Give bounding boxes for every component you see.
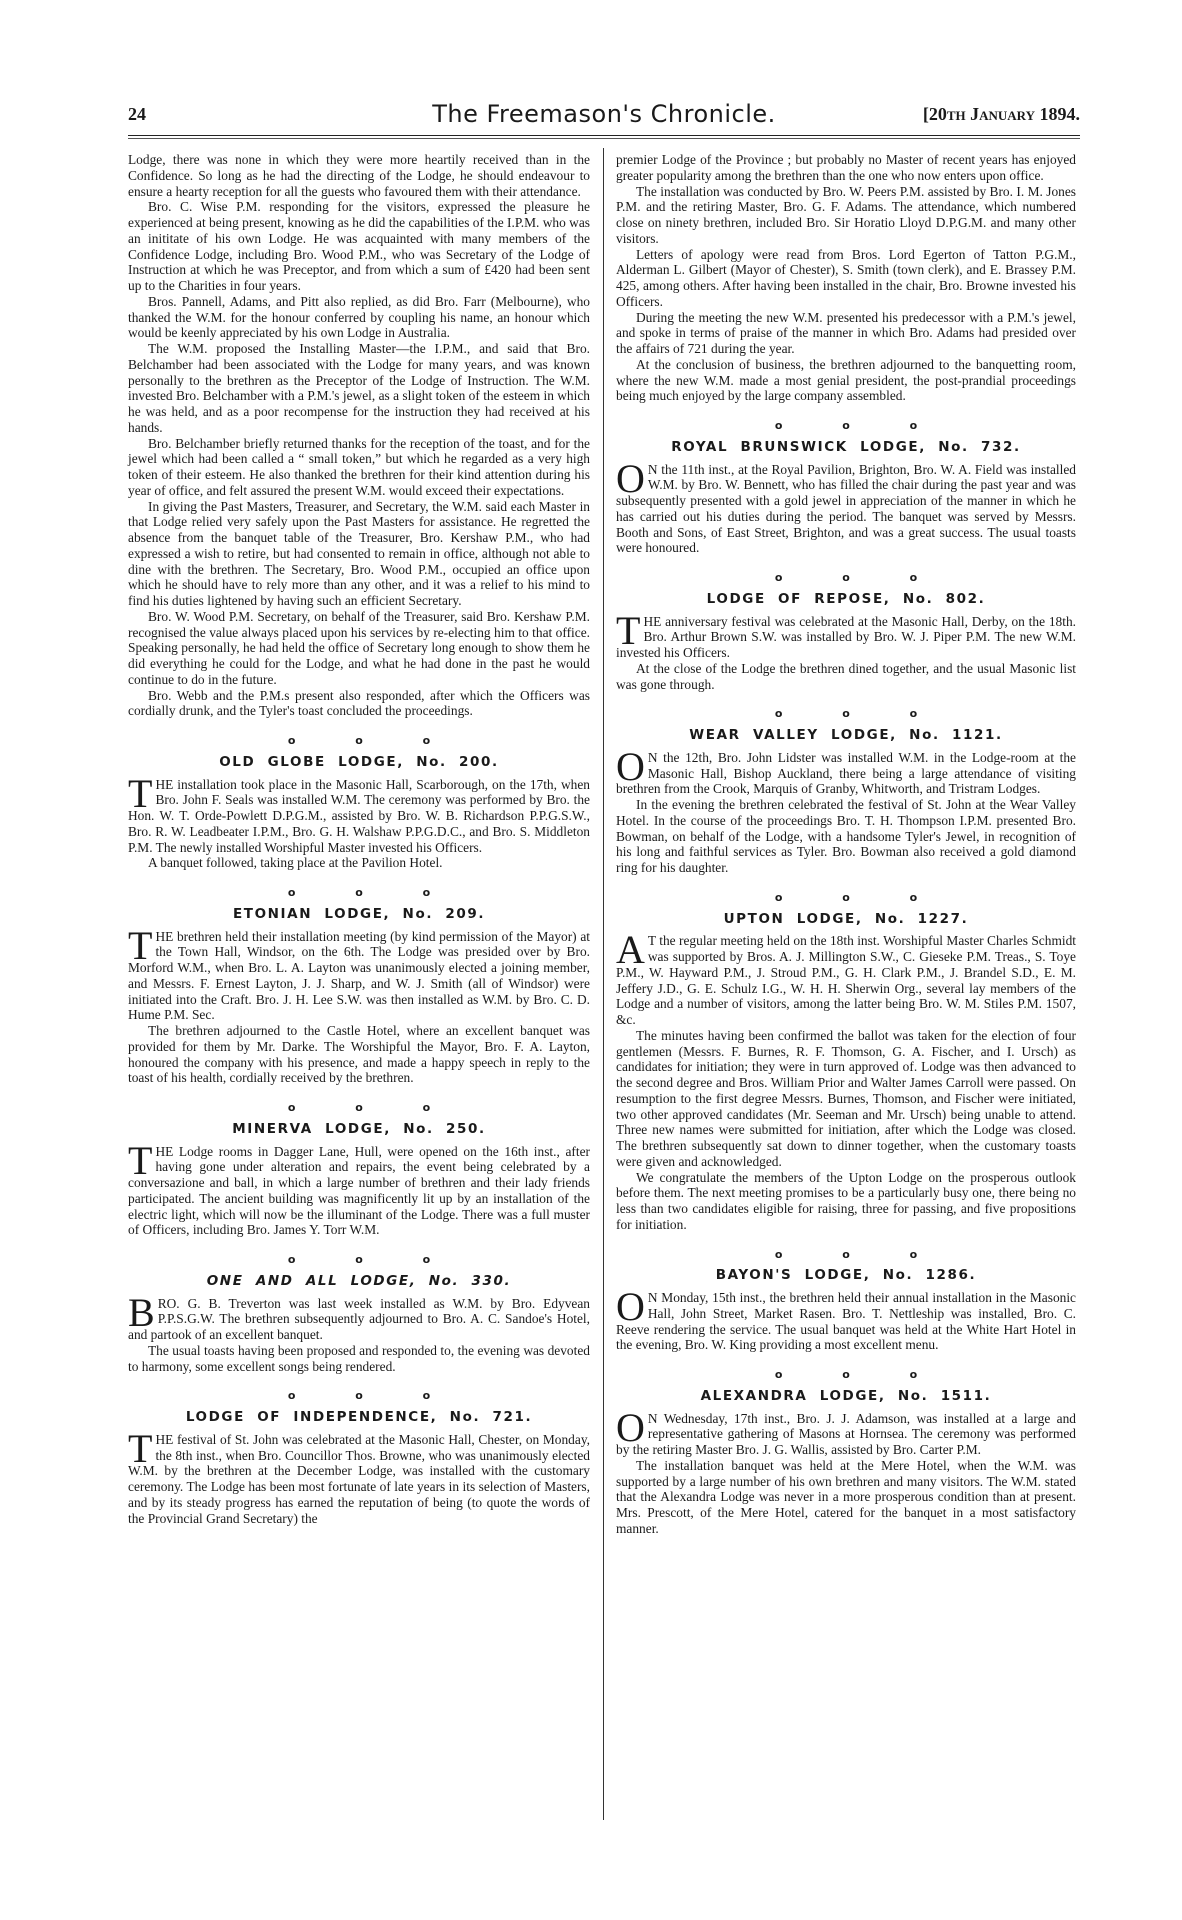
section-separator: o o o	[287, 734, 459, 747]
article-paragraph: Bro. Webb and the P.M.s present also responded, after which the Officers was cordially drunk, and the Tyler's toast concluded the proceedings.	[128, 687, 590, 719]
article-paragraph: Bro. C. Wise P.M. responding for the visitors, expressed the pleasure he experienced at being present, knowing as he did the capabilities of the I.P.M. who was an inititate of his own Lodge. He was acquainted with many members of the Confidence Lodge, including Bro. Wood P.M., who was Secretary of the Lodge of Instruction at which he was Preceptor, and from which a sum of £420 had been sent up to the Charities in four years.	[128, 199, 590, 293]
paragraph-text: N Monday, 15th inst., the brethren held their annual installation in the Masonic Hall, John Street, Market Rasen. Bro. T. Nettleship was installed, Bro. C. Reeve rendering the service. The usual banquet was held at the White Hart Hotel in the evening, Bro. W. King providing a most excellent menu.	[616, 1290, 1076, 1353]
article-paragraph: In giving the Past Masters, Treasurer, and Secretary, the W.M. said each Master in that Lodge relied very safely upon the Past Masters for assistance. He regretted the absence from the banquet table of the Treasurer, Bro. Kershaw P.M., who had expressed a wish to retire, but had consented to remain in office, although not able to dine with the brethren. The Secretary, Bro. Wood P.M., occupied an office upon which he should have to rely more than any other, and it was a relief to his mind to find his duties lightened by having such an efficient Secretary.	[128, 498, 590, 608]
drop-cap: T	[128, 1137, 153, 1183]
section-separator: o o o	[287, 1101, 459, 1114]
section-separator: o o o	[774, 419, 946, 432]
drop-cap: T	[616, 607, 641, 653]
lodge-report	[128, 1100, 590, 1238]
article-paragraph: The usual toasts having been proposed and responded to, the evening was devoted to harmony, some excellent songs being rendered.	[128, 1342, 590, 1374]
paragraph-text: HE installation took place in the Masonic Hall, Scarborough, on the 17th, when Bro. John F. Seals was installed W.M. The ceremony was performed by Bro. the Hon. W. T. Orde-Powlett D.P.G.M., assisted by Bro. W. B. Richardson P.P.G.S.W., Bro. R. W. Leadbeater I.P.M., Bro. G. H. Walshaw P.P.G.D.C., and Bro. S. Middleton P.M. The newly installed Worshipful Master invested his Officers.	[128, 776, 590, 855]
article-paragraph: The installation was conducted by Bro. W. Peers P.M. assisted by Bro. I. M. Jones P.M. and the retiring Master, Bro. G. F. Adams. The attendance, which numbered close on ninety brethren, included Bro. Sir Horatio Lloyd D.P.G.M. and many other visitors.	[616, 183, 1076, 246]
section-heading: LODGE OF REPOSE, No. 802.	[706, 590, 986, 607]
drop-cap: B	[128, 1289, 155, 1335]
masthead-title: The Freemason's Chronicle.	[432, 100, 776, 128]
lodge-report	[616, 418, 1076, 556]
lodge-report	[616, 890, 1076, 1233]
article-paragraph: During the meeting the new W.M. presented his predecessor with a P.M.'s jewel, and spoke in terms of praise of the manner in which Bro. Adams had presided over the affairs of 721 during the year.	[616, 309, 1076, 356]
section-separator: o o o	[287, 1253, 459, 1266]
section-heading: WEAR VALLEY LODGE, No. 1121.	[689, 727, 1003, 743]
paragraph-text: N the 11th inst., at the Royal Pavilion, Brighton, Bro. W. A. Field was installed W.M. by Bro. W. Bennett, who has filled the chair during the past year and was subsequently presented with a gold jewel in appreciation of the manner in which he has carried out his duties during the period. The banquet was served by Messrs. Booth and Sons, of East Street, Brighton, and was a great success. The usual toasts were honoured.	[616, 461, 1076, 556]
section-heading: ETONIAN LODGE, No. 209.	[232, 905, 486, 922]
article-paragraph	[616, 455, 1076, 557]
lodge-report	[616, 570, 1076, 692]
section-separator: o o o	[287, 886, 459, 899]
section-heading: ALEXANDRA LODGE, No. 1511.	[700, 1387, 992, 1404]
lodge-report	[128, 1388, 590, 1526]
section-separator: o o o	[774, 1247, 946, 1261]
left-column	[128, 152, 590, 1526]
lodge-report	[128, 733, 590, 871]
article-paragraph	[128, 770, 590, 856]
drop-cap: O	[616, 455, 645, 501]
paragraph-text: HE Lodge rooms in Dagger Lane, Hull, were opened on the 16th inst., after having gone under alteration and repairs, the event being celebrated by a conversazione and ball, in which a large number of brethren and their lady friends participated. The ancient building was magnificently lit up by an installation of the electric light, which will now be the illuminant of the Lodge. There was a full muster of Officers, including Bro. James Y. Torr W.M.	[128, 1143, 590, 1238]
drop-cap: A	[616, 927, 645, 973]
lodge-report	[616, 1367, 1076, 1537]
section-separator: o o o	[774, 890, 946, 904]
paragraph-text: HE anniversary festival was celebrated at the Masonic Hall, Derby, on the 18th. Bro. Arthur Brown S.W. was installed by Bro. W. J. Piper P.M. The new W.M. invested his Officers.	[616, 613, 1076, 660]
article-paragraph: We congratulate the members of the Upton Lodge on the prosperous outlook before them. The next meeting promises to be a particularly busy one, there being no less than two candidates eligible for raising, three for passing, and five propositions for initiation.	[616, 1169, 1076, 1232]
drop-cap: T	[128, 922, 153, 968]
section-heading: OLD GLOBE LODGE, No. 200.	[219, 753, 499, 770]
article-paragraph	[128, 1137, 590, 1239]
lodge-report	[616, 1247, 1076, 1354]
article-paragraph: Bro. Belchamber briefly returned thanks for the reception of the toast, and for the jewel which had been called a “ small token,” but which he regarded as a very high token of their esteem. He also thanked the brethren for their kind attention during his year of office, and felt assured the present W.M. would exceed their expectations.	[128, 435, 590, 498]
section-heading: UPTON LODGE, No. 1227.	[723, 910, 969, 927]
section-separator: o o o	[774, 571, 946, 584]
lodge-report	[128, 885, 590, 1086]
section-separator: o o o	[774, 707, 946, 721]
header-rule-secondary	[128, 138, 1080, 139]
article-paragraph: At the close of the Lodge the brethren dined together, and the usual Masonic list was gone through.	[616, 660, 1076, 692]
header-rule	[128, 135, 1080, 136]
drop-cap: O	[616, 1284, 645, 1329]
article-paragraph: Bros. Pannell, Adams, and Pitt also replied, as did Bro. Farr (Melbourne), who thanked the W.M. for the honour conferred by coupling his name, an honour which would be keenly appreciated by his own Lodge in Australia.	[128, 293, 590, 341]
section-heading: ONE AND ALL LODGE, No. 330.	[206, 1272, 512, 1289]
paragraph-text: HE brethren held their installation meeting (by kind permission of the Mayor) at the Town Hall, Windsor, on the 6th. The Lodge was presided over by Bro. Morford W.M., when Bro. L. A. Layton was unanimously elected a joining member, and Messrs. F. Ernest Layton, J. J. Sharp, and W. J. Smith (all of Windsor) were initiated into the Craft. Bro. J. H. Lee S.W. was then installed as W.M. by Bro. C. D. Hume P.M. Sec.	[128, 928, 590, 1023]
article-paragraph: A banquet followed, taking place at the Pavilion Hotel.	[148, 855, 443, 871]
section-separator: o o o	[774, 1368, 946, 1381]
article-paragraph: Lodge, there was none in which they were more heartily received than in the Confidence. So long as he had the directing of the Lodge, he should endeavour to ensure a hearty reception for all the guests who favoured them with their attendance.	[128, 152, 590, 199]
page-header	[128, 100, 1080, 130]
column-divider	[603, 148, 604, 1820]
lodge-report	[128, 1252, 590, 1374]
article-paragraph	[616, 743, 1076, 797]
article-paragraph: The minutes having been confirmed the ballot was taken for the election of four gentlemen (Messrs. F. Burnes, R. F. Thomson, G. A. Fischer, and I. Ursch) as candidates for initiation; they were in turn approved of. Lodge was then advanced to the second degree and Bros. William Prior and Walter James Carroll were passed. On resumption to the first degree Messrs. Burnes, Thomson, and Fischer were initiated, two other approved candidates (Mr. Seeman and Mr. Ursch) being unable to attend. Three new names were submitted for initiation, after which the Lodge was closed. The brethren subsequently sat down to dinner together, when the customary toasts were given and acknowledged.	[616, 1027, 1076, 1169]
article-paragraph: In the evening the brethren celebrated the festival of St. John at the Wear Valley Hotel. In the course of the proceedings Bro. T. H. Thompson I.P.M. presented Bro. Bowman, on behalf of the Lodge, with a handsome Tyler's Jewel, in recognition of his long and faithful services as Tyler. Bro. Bowman also received a gold diamond ring for his daughter.	[616, 797, 1076, 875]
article-paragraph	[128, 1289, 590, 1343]
section-heading: MINERVA LODGE, No. 250.	[232, 1120, 486, 1137]
right-column	[616, 152, 1076, 1537]
article-paragraph: Bro. W. Wood P.M. Secretary, on behalf of the Treasurer, said Bro. Kershaw P.M. recognised the value always placed upon his services by re-electing him to that office. Speaking personally, he had held the office of Secretary long enough to show them he did everything he could for the Lodge, and what he had done in the past he would continue to do in the future.	[128, 608, 590, 687]
article-paragraph: The W.M. proposed the Installing Master—the I.P.M., and said that Bro. Belchamber had been associated with the Lodge for many years, and was known personally to the brethren as the Preceptor of the Lodge of Instruction. The W.M. invested Bro. Belchamber with a P.M.'s jewel, as a slight token of the esteem in which he was held, and as a poor recompense for the instruction they had received at his hands.	[128, 341, 590, 435]
page-number: 24	[128, 104, 146, 124]
drop-cap: T	[128, 770, 153, 816]
article-paragraph	[616, 1404, 1076, 1458]
section-separator: o o o	[287, 1389, 459, 1403]
paragraph-text: HE festival of St. John was celebrated at the Masonic Hall, Chester, on Monday, the 8th inst., when Bro. Councillor Thos. Browne, who was unanimously elected W.M. by the brethren at the December Lodge, was installed with the customary ceremony. The Lodge has been most fortunate of late years in its selection of Masters, and by its steady progress has earned the reputation of being (to quote the words of the Provincial Grand Secretary) the	[128, 1431, 590, 1526]
lodge-report	[616, 706, 1076, 876]
article-paragraph: The installation banquet was held at the Mere Hotel, when the W.M. was supported by a large number of his own brethren and many visitors. The W.M. stated that the Alexandra Lodge was never in a more prosperous condition than at present. Mrs. Prescott, of the Mere Hotel, catered for the banquet in a most satisfactory manner.	[616, 1457, 1076, 1536]
article-paragraph: premier Lodge of the Province ; but probably no Master of recent years has enjoyed greater popularity among the brethren than the one who now enters upon office.	[616, 152, 1076, 183]
section-heading: ROYAL BRUNSWICK LODGE, No. 732.	[671, 438, 1021, 455]
section-heading: BAYON'S LODGE, No. 1286.	[715, 1267, 977, 1284]
article-paragraph	[616, 607, 1076, 661]
paragraph-text: T the regular meeting held on the 18th inst. Worshipful Master Charles Schmidt was supported by Bros. A. J. Millington S.W., C. Gieseke P.M. Treas., S. Toye P.M., W. Hayward P.M., J. Stroud P.M., G. H. Clark P.M., J. Brandel S.D., E. M. Jeffery J.D., G. E. Schulz I.G., W. H. H. Sherwin Org., several lay members of the Lodge and a number of visitors, among the latter being Bro. W. M. Stiles P.M. 1507, &c.	[616, 933, 1076, 1027]
article-paragraph	[128, 922, 590, 1024]
article-paragraph	[616, 1284, 1076, 1353]
article-paragraph	[616, 927, 1076, 1028]
article-paragraph: The brethren adjourned to the Castle Hotel, where an excellent banquet was provided for them by Mr. Darke. The Worshipful the Mayor, Bro. F. A. Layton, honoured the company with his presence, and made a happy speech in reply to the toast of his health, cordially received by the brethren.	[128, 1023, 590, 1086]
section-heading: LODGE OF INDEPENDENCE, No. 721.	[185, 1409, 533, 1425]
paragraph-text: N Wednesday, 17th inst., Bro. J. J. Adamson, was installed at a large and representative gathering of Masons at Hornsea. The ceremony was performed by the retiring Master Bro. J. G. Wallis, assisted by Bro. Carter P.M.	[616, 1410, 1076, 1457]
paragraph-text: N the 12th, Bro. John Lidster was installed W.M. in the Lodge-room at the Masonic Hall, Bishop Auckland, there being a large attendance of visiting brethren from the Crook, Marquis of Granby, Whitworth, and Tristram Lodges.	[616, 749, 1076, 797]
article-paragraph: Letters of apology were read from Bros. Lord Egerton of Tatton P.G.M., Alderman L. Gilbert (Mayor of Chester), S. Smith (town clerk), and E. Brassey P.M. 425, among others. After having been installed in the chair, Bro. Browne invested his Officers.	[616, 246, 1076, 309]
drop-cap: O	[616, 1404, 645, 1450]
issue-date: [20th January 1894.	[922, 104, 1080, 124]
article-paragraph	[128, 1425, 590, 1527]
drop-cap: T	[128, 1425, 153, 1471]
drop-cap: O	[616, 743, 645, 789]
article-paragraph: At the conclusion of business, the brethren adjourned to the banquetting room, where the new W.M. made a most genial president, the post-prandial proceedings being much enjoyed by the large company assembled.	[616, 356, 1076, 404]
paragraph-text: RO. G. B. Treverton was last week installed as W.M. by Bro. Edyvean P.P.S.G.W. The brethren subsequently adjourned to Bro. A. C. Sandoe's Hotel, and partook of an excellent banquet.	[128, 1295, 590, 1342]
